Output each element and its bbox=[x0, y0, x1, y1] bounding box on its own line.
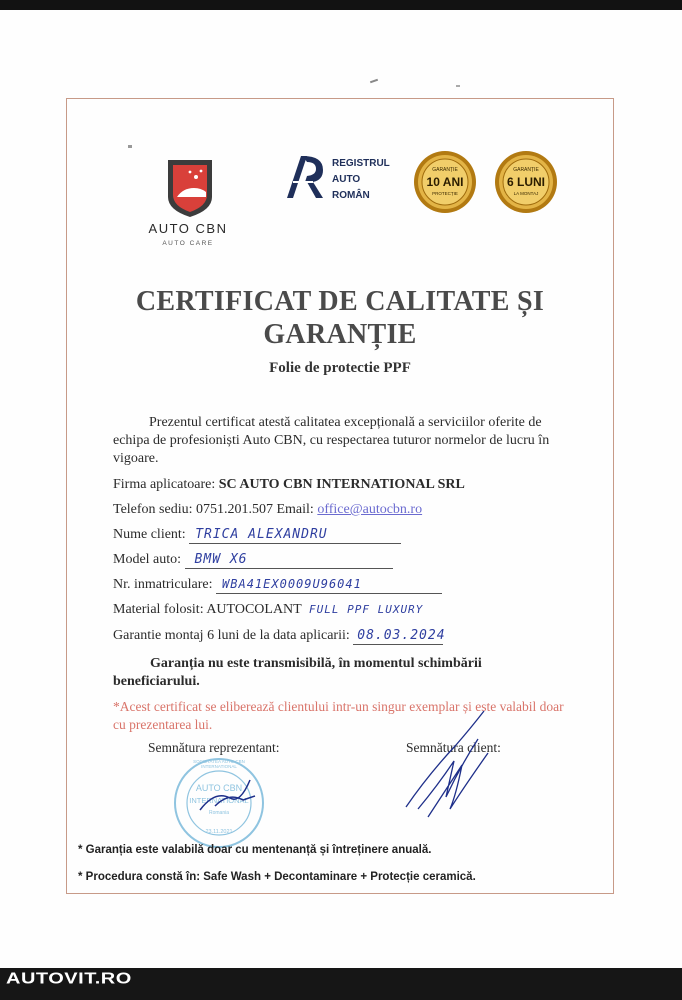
seal2-top: GARANȚIE bbox=[513, 167, 539, 173]
footnote-procedure bbox=[78, 871, 476, 883]
plate-line bbox=[113, 577, 442, 594]
brand-name: AUTO CBN bbox=[148, 221, 228, 236]
signature-client-label: Semnătura client: bbox=[406, 740, 501, 755]
footnote-procedure-prefix: * Procedura constă în: bbox=[78, 871, 204, 883]
seal1-main: 10 ANI bbox=[426, 175, 464, 189]
document-subtitle: Folie de protectie PPF bbox=[269, 360, 411, 376]
plate-value: WBA41EX0009U96041 bbox=[222, 577, 362, 591]
signature-rep-label: Semnătura reprezentant: bbox=[148, 740, 280, 755]
material-label: Material folosit: AUTOCOLANT bbox=[113, 602, 302, 617]
email-link[interactable]: office@autocbn.ro bbox=[317, 502, 423, 517]
plate-label: Nr. inmatriculare: bbox=[113, 577, 213, 592]
representative-signature bbox=[195, 770, 265, 820]
client-line bbox=[113, 527, 401, 544]
phone-line bbox=[113, 502, 422, 518]
rar-logo bbox=[283, 152, 398, 212]
brand-tagline: AUTO CARE bbox=[162, 240, 214, 247]
rar-line1: REGISTRUL bbox=[332, 158, 390, 169]
red-note: *Acest certificat se eliberează clientului intr-un singur exemplar și este valabil doar cu prezentarea lui. bbox=[113, 699, 564, 732]
material-value: FULL PPF LUXURY bbox=[308, 603, 424, 616]
intro-paragraph: Prezentul certificat atestă calitatea excepțională a serviciilor oferite de echipa de profesioniști Auto CBN, cu respectarea tuturor normelor de lucru în vigoare. bbox=[113, 415, 550, 466]
model-value: BMW X6 bbox=[194, 552, 248, 567]
seal-10-ani bbox=[413, 150, 477, 214]
client-signature bbox=[398, 705, 498, 825]
footnote-procedure-steps: Safe Wash + Decontaminare + Protecție ceramică. bbox=[203, 871, 476, 883]
footnote-maintenance: * Garanția este valabilă doar cu mentenanță și întreținere anuală. bbox=[78, 844, 432, 856]
auto-cbn-logo bbox=[150, 155, 250, 250]
guarantee-label: Garantie montaj 6 luni de la data aplicarii: bbox=[113, 628, 350, 643]
firm-label: Firma aplicatoare: bbox=[113, 477, 216, 492]
shield-car-icon bbox=[150, 155, 250, 220]
guarantee-line bbox=[113, 628, 446, 645]
model-line bbox=[113, 552, 393, 569]
bold-note-line2: beneficiarului. bbox=[113, 674, 200, 689]
material-line bbox=[113, 602, 423, 618]
scan-speck bbox=[456, 85, 460, 87]
firm-line bbox=[113, 477, 465, 493]
guarantee-field bbox=[353, 628, 446, 645]
client-field bbox=[189, 527, 401, 544]
plate-field bbox=[216, 577, 442, 594]
scan-speck bbox=[128, 145, 132, 148]
autovit-watermark: AUTOVIT.RO bbox=[6, 970, 132, 988]
stamp-line2: INTERNATIONAL bbox=[189, 796, 249, 805]
seal2-main: 6 LUNI bbox=[506, 175, 545, 189]
stamp-ring-text: SOCIETATEA AUTO CBN INTERNATIONAL bbox=[193, 759, 245, 769]
seal1-top: GARANȚIE bbox=[432, 167, 458, 173]
model-field bbox=[185, 552, 393, 569]
stamp-line3: Romania bbox=[208, 810, 229, 816]
stamp-date: 23.11.2021 bbox=[205, 829, 233, 835]
document-title-line2: GARANȚIE bbox=[263, 319, 417, 350]
bold-note-line1: Garanția nu este transmisibilă, în momentul schimbării bbox=[150, 656, 482, 671]
top-bar bbox=[0, 0, 682, 10]
seal1-bottom: PROTECȚIE bbox=[432, 191, 458, 196]
certificate-border bbox=[66, 98, 614, 894]
rar-line2: AUTO bbox=[332, 174, 361, 185]
seal-6-luni bbox=[494, 150, 558, 214]
guarantee-date: 08.03.2024 bbox=[357, 628, 446, 643]
seal2-bottom: LA MONTAJ bbox=[513, 191, 539, 196]
document-title-line1: CERTIFICAT DE CALITATE ȘI bbox=[135, 286, 545, 317]
firm-value: SC AUTO CBN INTERNATIONAL SRL bbox=[218, 477, 465, 492]
stamp-line1: AUTO CBN bbox=[195, 783, 243, 793]
client-label: Nume client: bbox=[113, 527, 186, 542]
rar-emblem-icon bbox=[283, 152, 327, 202]
phone-label: Telefon sediu: 0751.201.507 Email: bbox=[113, 502, 314, 517]
model-label: Model auto: bbox=[113, 552, 182, 567]
rar-line3: ROMÂN bbox=[332, 190, 370, 201]
client-value: TRICA ALEXANDRU bbox=[195, 527, 328, 542]
